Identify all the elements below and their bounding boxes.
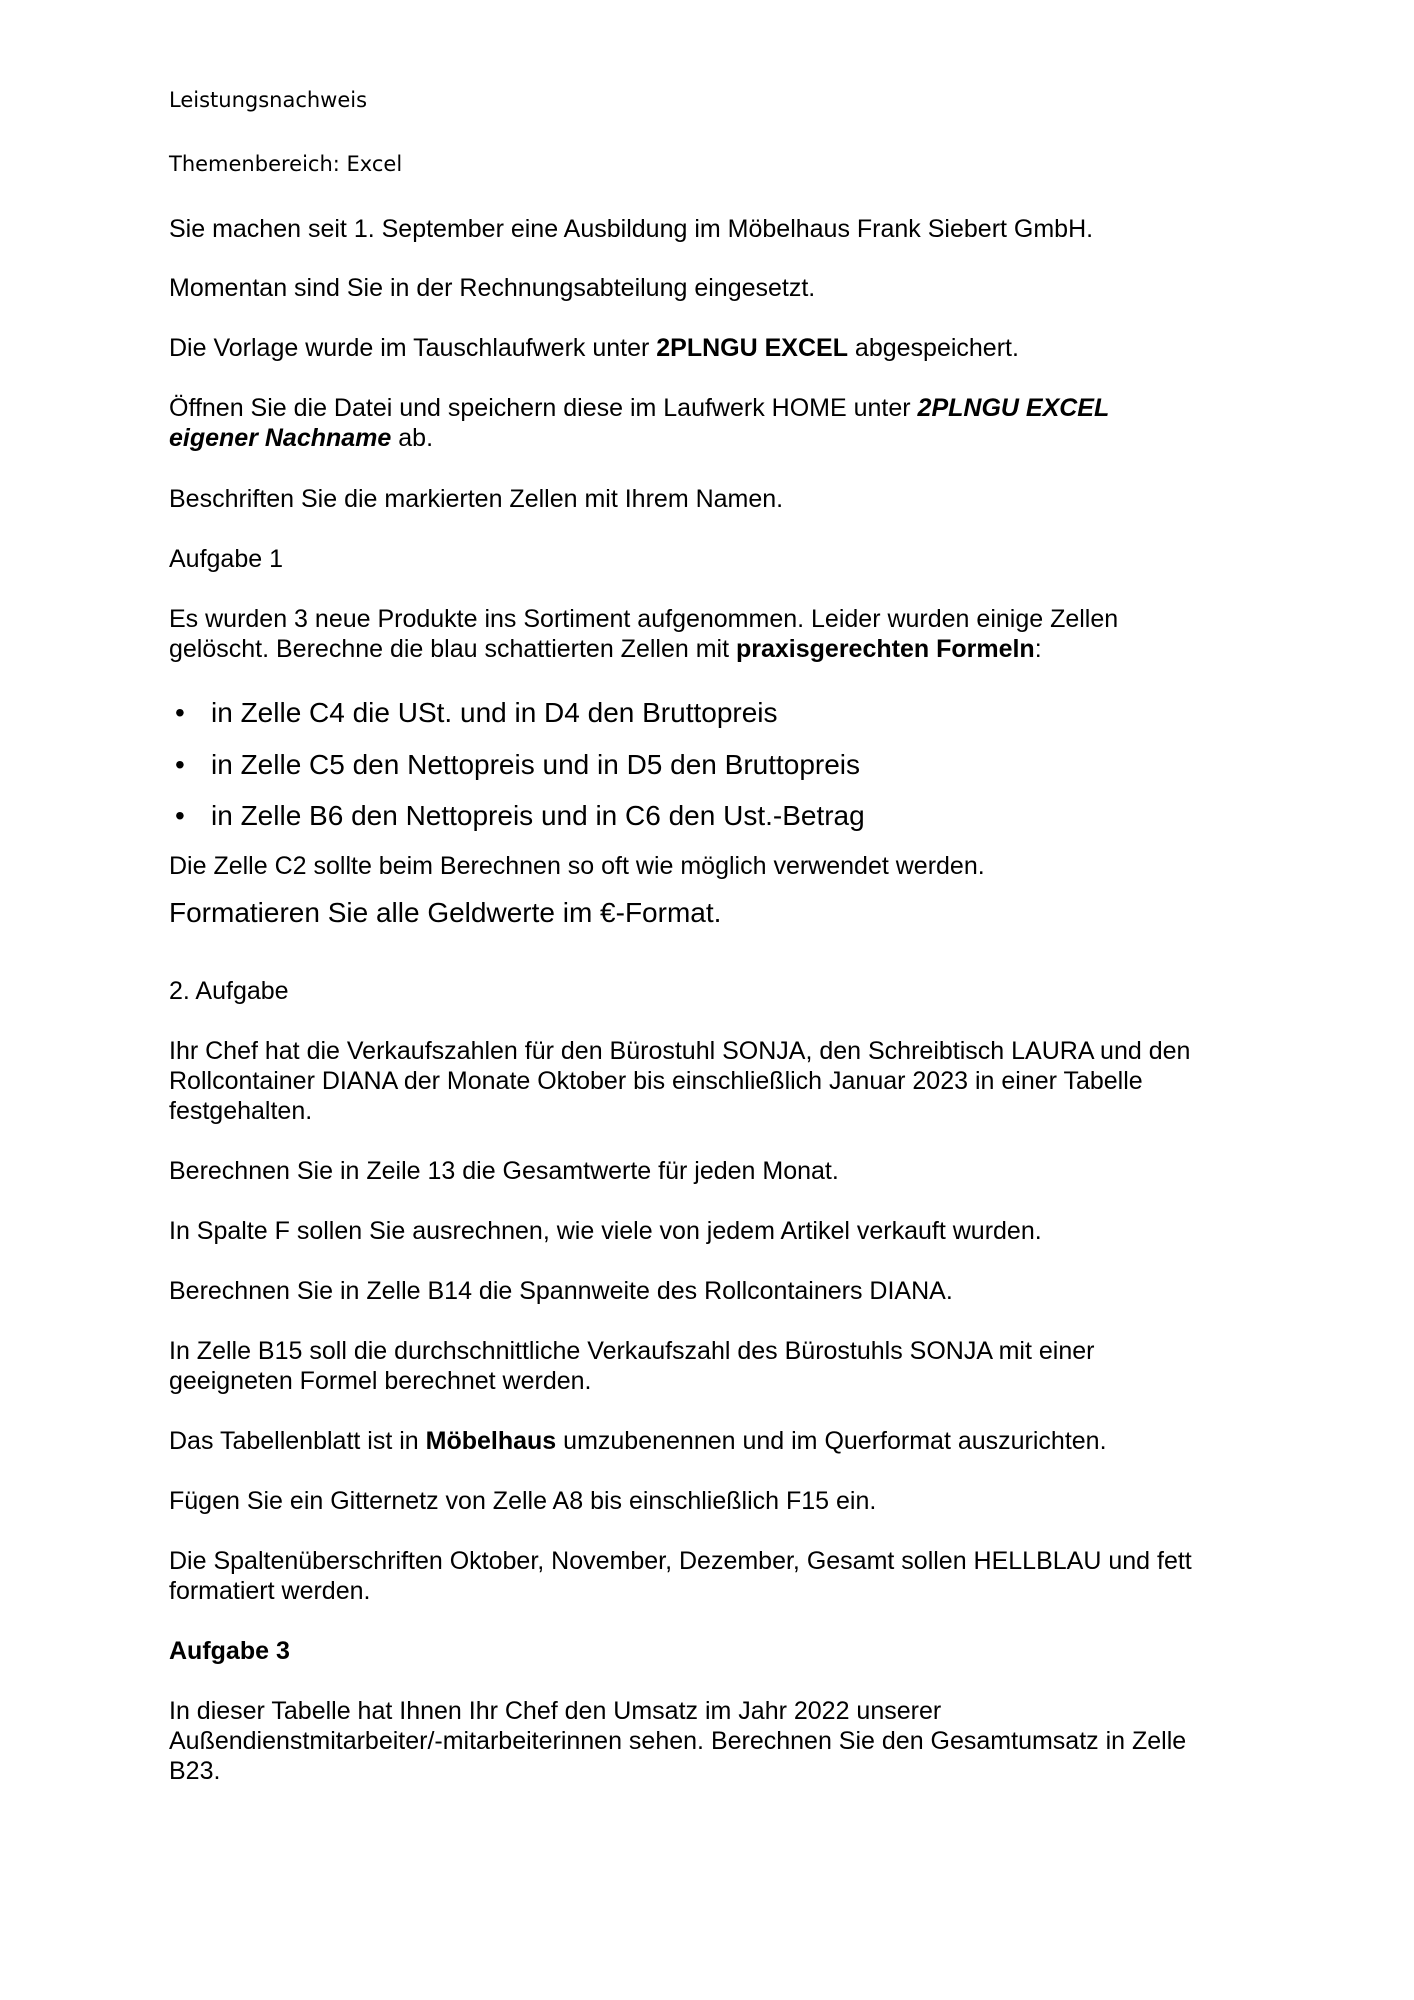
task2-paragraph-3: In Spalte F sollen Sie ausrechnen, wie viele von jedem Artikel verkauft wurden.: [169, 1217, 1042, 1245]
save-file-name: eigener Nachname: [169, 424, 392, 452]
intro-paragraph-3: Die Vorlage wurde im Tauschlaufwerk unter 2PLNGU EXCEL abgespeichert.: [169, 334, 1019, 362]
task1-format-instruction: Formatieren Sie alle Geldwerte im €-Format.: [169, 897, 722, 928]
save-folder-name: 2PLNGU EXCEL: [917, 394, 1110, 422]
task2-paragraph-4: Berechnen Sie in Zelle B14 die Spannweite des Rollcontainers DIANA.: [169, 1277, 953, 1305]
task2-paragraph-1-line-2: Rollcontainer DIANA der Monate Oktober bis einschließlich Januar 2023 in einer Tabelle: [169, 1067, 1143, 1095]
intro-paragraph-5: Beschriften Sie die markierten Zellen mit Ihrem Namen.: [169, 485, 784, 513]
task2-paragraph-2: Berechnen Sie in Zeile 13 die Gesamtwerte für jeden Monat.: [169, 1157, 839, 1185]
bullet-icon: •: [175, 800, 185, 831]
task3-title: Aufgabe 3: [169, 1637, 290, 1665]
header-topic: Themenbereich: Excel: [169, 152, 403, 176]
task2-paragraph-6: Das Tabellenblatt ist in Möbelhaus umzubenennen und im Querformat auszurichten.: [169, 1427, 1107, 1455]
header-title: Leistungsnachweis: [169, 88, 368, 112]
task1-title: Aufgabe 1: [169, 545, 283, 573]
task2-paragraph-8-line-2: formatiert werden.: [169, 1577, 371, 1605]
emphasis-formulas: praxisgerechten Formeln: [735, 635, 1035, 663]
task2-paragraph-1-line-1: Ihr Chef hat die Verkaufszahlen für den Bürostuhl SONJA, den Schreibtisch LAURA und den: [169, 1037, 1191, 1065]
bullet-icon: •: [175, 749, 185, 780]
task2-paragraph-8-line-1: Die Spaltenüberschriften Oktober, November, Dezember, Gesamt sollen HELLBLAU und fett: [169, 1547, 1192, 1575]
task2-paragraph-5-line-2: geeigneten Formel berechnet werden.: [169, 1367, 592, 1395]
task2-paragraph-7: Fügen Sie ein Gitternetz von Zelle A8 bis einschließlich F15 ein.: [169, 1487, 877, 1515]
task1-paragraph-line-2: gelöscht. Berechne die blau schattierten Zellen mit praxisgerechten Formeln:: [169, 635, 1042, 663]
intro-paragraph-1: Sie machen seit 1. September eine Ausbildung im Möbelhaus Frank Siebert GmbH.: [169, 215, 1094, 243]
task1-paragraph-line-1: Es wurden 3 neue Produkte ins Sortiment aufgenommen. Leider wurden einige Zellen: [169, 605, 1119, 633]
sheet-name: Möbelhaus: [425, 1427, 557, 1455]
intro-paragraph-2: Momentan sind Sie in der Rechnungsabteilung eingesetzt.: [169, 274, 816, 302]
intro-paragraph-4-line-1: Öffnen Sie die Datei und speichern diese im Laufwerk HOME unter 2PLNGU EXCEL: [169, 394, 1110, 422]
document-page: Leistungsnachweis Themenbereich: Excel Sie machen seit 1. September eine Ausbildung im Möbelhaus Frank Siebert GmbH. Momentan sind Sie in der Rechnungsabteilung eingesetzt. Die Vorlage wurde im Tauschlaufwerk unter 2PLNGU EXCEL abgespeichert. Öffnen Sie die Datei und speichern diese im Laufwerk HOME unter 2PLNGU EXCEL eigener Nachname ab. Beschriften Sie die markierten Zellen mit Ihrem Namen. Aufgabe 1 Es wurden 3 neue Produkte ins Sortiment aufgenommen. Leider wurden einige Zellen gelöscht. Berechne die blau schattierten Zellen mit praxisgerechten Formeln: • in Zelle C4 die USt. und in D4 den Bruttopreis • in Zelle C5 den Nettopreis und in D5 den Bruttopreis • in Zelle B6 den Nettopreis und in C6 den Ust.-Betrag Die Zelle C2 sollte beim Berechnen so oft wie möglich verwendet werden. Formatieren Sie alle Geldwerte im €-Format. 2. Aufgabe Ihr Chef hat die Verkaufszahlen für den Bürostuhl SONJA, den Schreibtisch LAURA und den Rollcontainer DIANA der Monate Oktober bis einschließlich Januar 2023 in einer Tabelle festgehalten. Berechnen Sie in Zeile 13 die Gesamtwerte für jeden Monat. In Spalte F sollen Sie ausrechnen, wie viele von jedem Artikel verkauft wurden. Berechnen Sie in Zelle B14 die Spannweite des Rollcontainers DIANA. In Zelle B15 soll die durchschnittliche Verkaufszahl des Bürostuhls SONJA mit einer geeigneten Formel berechnet werden. Das Tabellenblatt ist in Möbelhaus umzubenennen und im Querformat auszurichten. Fügen Sie ein Gitternetz von Zelle A8 bis einschließlich F15 ein. Die Spaltenüberschriften Oktober, November, Dezember, Gesamt sollen HELLBLAU und fett formatiert werden. Aufgabe 3 In dieser Tabelle hat Ihnen Ihr Chef den Umsatz im Jahr 2022 unserer Außendienstmitarbeiter/-mitarbeiterinnen sehen. Berechnen Sie den Gesamtumsatz in Zelle B23.: [169, 88, 1192, 1785]
intro-paragraph-4-line-2: eigener Nachname ab.: [169, 424, 434, 452]
folder-name: 2PLNGU EXCEL: [656, 334, 848, 362]
task3-paragraph-line-2: Außendienstmitarbeiter/-mitarbeiterinnen sehen. Berechnen Sie den Gesamtumsatz in Zelle: [169, 1727, 1187, 1755]
task3-paragraph-line-1: In dieser Tabelle hat Ihnen Ihr Chef den Umsatz im Jahr 2022 unserer: [169, 1697, 942, 1725]
task3-paragraph-line-3: B23.: [169, 1757, 221, 1785]
task1-note: Die Zelle C2 sollte beim Berechnen so oft wie möglich verwendet werden.: [169, 852, 985, 880]
task2-paragraph-1-line-3: festgehalten.: [169, 1097, 313, 1125]
task2-title: 2. Aufgabe: [169, 977, 289, 1005]
bullet-icon: •: [175, 697, 185, 728]
task2-paragraph-5-line-1: In Zelle B15 soll die durchschnittliche Verkaufszahl des Bürostuhls SONJA mit einer: [169, 1337, 1095, 1365]
